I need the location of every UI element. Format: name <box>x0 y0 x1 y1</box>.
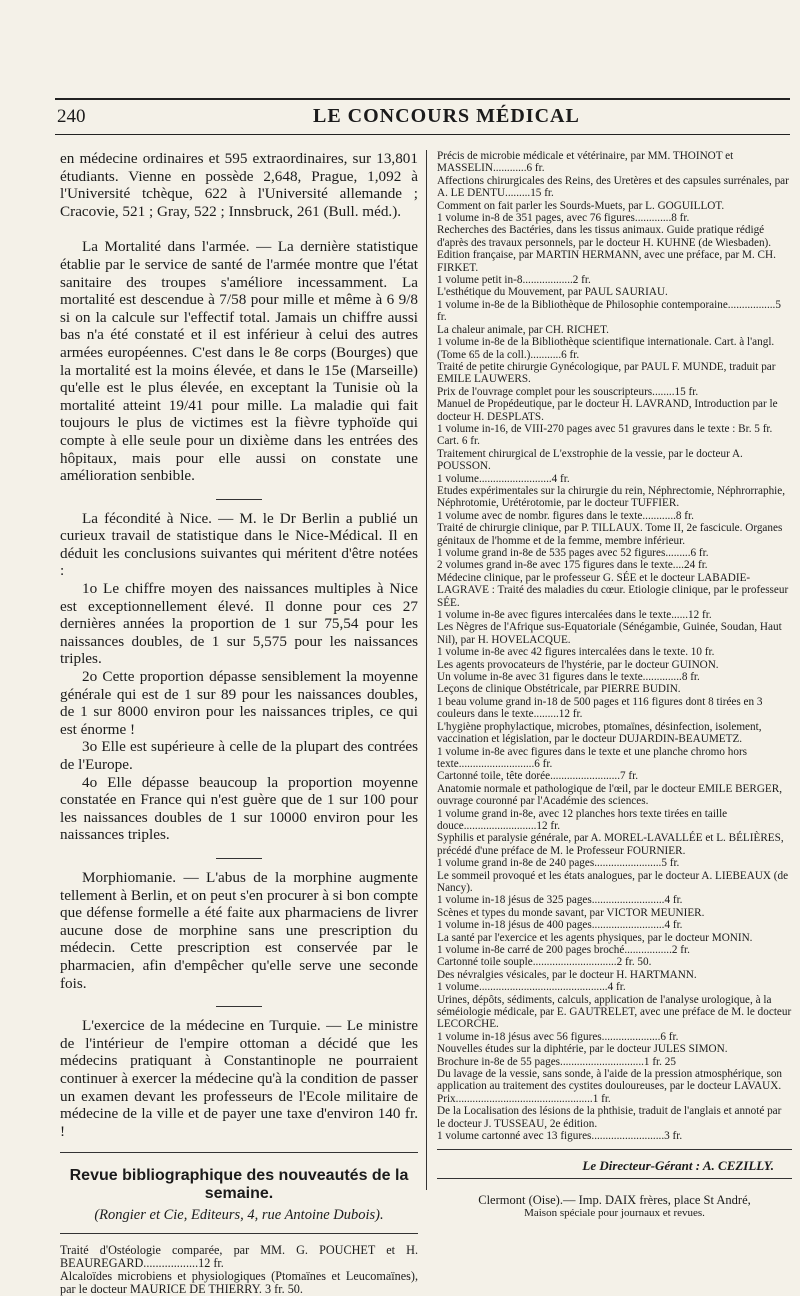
list-item: Des névralgies vésicales, par le docteur H. HARTMANN. <box>437 968 697 981</box>
list-item: Prix.................................................1 fr. <box>437 1092 611 1105</box>
list-item: Un volume in-8e avec 31 figures dans le texte..............8 fr. <box>437 671 700 684</box>
list-item: Le sommeil provoqué et les états analogues, par le docteur A. LIEBEAUX (de Nancy). <box>437 869 789 894</box>
list-item: 1 volume in-8e de la Bibliothèque de Philosophie contemporaine.................5 fr. <box>437 298 781 324</box>
article-paragraph: 1o Le chiffre moyen des naissances multiples à Nice est exceptionnellement élevé. Il donne pour ces 27 dernières années la proportion de 1 sur 75,54 pour les naissances doubles, de 1 sur 5,575 pour les naissances triples. <box>60 580 418 668</box>
article-turquie: L'exercice de la médecine en Turquie. — Le ministre de l'intérieur de l'empire ottoman a décidé que les médecins pratiquant à Constantinople ne pourraient continuer à exercer la médecine qu'à la condition de passer un examen devant les professeurs de l'Ecole militaire de médecine de la ville et de payer une taxe d'environ 140 fr. ! <box>60 1017 418 1140</box>
list-item: Brochure in-8e de 55 pages..............................1 fr. 25 <box>437 1055 676 1068</box>
list-item: 1 volume in-16, de VIII-270 pages avec 51 gravures dans le texte : Br. 5 fr. Cart. 6 fr. <box>437 422 773 448</box>
list-item: De la Localisation des lésions de la phthisie, traduit de l'anglais et annoté par le docteur J. TUSSEAU, 2e édition. <box>437 1105 782 1130</box>
article-paragraph: 3o Elle est supérieure à celle de la plupart des contrées de l'Europe. <box>60 738 418 773</box>
list-item: 1 volume petit in-8..................2 fr. <box>437 274 591 287</box>
divider <box>60 1152 418 1153</box>
divider <box>216 1006 262 1007</box>
list-item: 1 volume in-8e avec figures dans le texte et une planche chromo hors texte...........................6 fr. <box>437 745 748 770</box>
list-item: Comment on fait parler les Sourds-Muets, par L. GOGUILLOT. <box>437 199 725 212</box>
list-item: Nouvelles études sur la diphtérie, par le docteur JULES SIMON. <box>437 1043 728 1056</box>
bibliography-list <box>60 1244 418 1296</box>
list-item: Manuel de Propédeutique, par le docteur H. LAVRAND, Introduction par le docteur H. DESPLATS. <box>437 398 778 423</box>
list-item: 1 volume in-8e de la Bibliothèque scientifique internationale. Cart. à l'angl. (Tome 65 de la coll.)...........6 fr. <box>437 336 775 361</box>
list-item: Traité de petite chirurgie Gynécologique, par PAUL F. MUNDE, traduit par EMILE LAUWERS. <box>437 360 776 386</box>
list-item: 1 volume grand in-8e, avec 12 planches hors texte tirées en taille douce..........................12 fr. <box>437 807 728 832</box>
revue-title: Revue bibliographique des nouveautés de la semaine. <box>69 1167 409 1203</box>
article-paragraph: 2o Cette proportion dépasse sensiblement la moyenne générale qui est de 1 sur 89 pour les naissances doubles, de 1 sur 8000 environ pour les naissances triples, ce qui est énorme ! <box>60 668 418 738</box>
page-number: 240 <box>57 106 86 127</box>
list-item: Syphilis et paralysie générale, par A. MOREL-LAVALLÉE et L. BÉLIÈRES, précédé d'une préface de M. le Professeur FOURNIER. <box>437 832 784 857</box>
list-item: Alcaloïdes microbiens et physiologiques (Ptomaïnes et Leucomaïnes), par le docteur MAURICE DE THIERRY. 3 fr. 50. <box>60 1268 418 1296</box>
list-item: Traité de chirurgie clinique, par P. TILLAUX. Tome II, 2e fascicule. Organes génitaux de l'homme et de la femme, membre inférieur. <box>437 522 783 547</box>
list-item: Urines, dépôts, sédiments, calculs, application de l'analyse urologique, à la séméiologie médicale, par E. GAUTRELET, avec une préface de M. le docteur LECORCHE. <box>437 993 792 1031</box>
list-item: 1 volume in-18 jésus de 400 pages..........................4 fr. <box>437 919 683 932</box>
list-item: 1 volume..............................................4 fr. <box>437 981 626 994</box>
list-item: Du lavage de la vessie, sans sonde, à l'aide de la pression atmosphérique, son application au traitement des cystites douloureuses, par le docteur LAVAUX. <box>437 1068 783 1093</box>
list-item: Prix de l'ouvrage complet pour les souscripteurs........15 fr. <box>437 385 699 398</box>
list-item: Cartonné toile, tête dorée.........................7 fr. <box>437 770 639 783</box>
article-morphiomanie: Morphiomanie. — L'abus de la morphine augmente tellement à Berlin, et on peut s'en procurer à si bon compte que défense formelle a été faite aux pharmaciens de livrer aucune dose de morphine sans une prescription du médecin. Cette prescription est conservée par le pharmacien, afin d'empêcher qu'elle serve une seconde fois. <box>60 868 418 992</box>
list-item: Scènes et types du monde savant, par VICTOR MEUNIER. <box>437 906 705 919</box>
list-item: Leçons de clinique Obstétricale, par PIERRE BUDIN. <box>437 683 681 696</box>
list-item: L'hygiène prophylactique, microbes, ptomaïnes, désinfection, isolement, vaccination et législation, par le docteur DUJARDIN-BEAUMETZ. <box>437 720 762 746</box>
list-item: 1 volume in-8e carré de 200 pages broché.................2 fr. <box>437 944 690 956</box>
list-item: La chaleur animale, par CH. RICHET. <box>437 323 609 336</box>
article-paragraph: en médecine ordinaires et 595 extraordinaires, sur 13,801 étudiants. Vienne en possède 2,648, Prague, 1,092 à l'Université tchèque, 622 à l'Université allemande ; Cracovie, 521 ; Gray, 522 ; Innsbruck, 261 (Bull. méd.). <box>60 150 418 220</box>
list-item: Etudes expérimentales sur la chirurgie du rein, Néphrectomie, Néphrorraphie, Néphrotomie, Urétérotomie, par le docteur TUFFIER. <box>437 484 786 510</box>
list-item: 2 volumes grand in-8e avec 175 figures dans le texte....24 fr. <box>437 559 708 572</box>
list-item: 1 volume in-8 de 351 pages, avec 76 figures.............8 fr. <box>437 212 690 225</box>
list-item: Affections chirurgicales des Reins, des Uretères et des capsules surrénales, par A. LE DENTU.........15 fr. <box>437 174 789 200</box>
divider <box>216 499 262 500</box>
right-column <box>437 150 792 1219</box>
bibliography-list <box>437 150 792 1143</box>
page-header <box>55 98 790 135</box>
list-item: Précis de microbie médicale et vétérinaire, par MM. THOINOT et MASSELIN............6 fr. <box>437 150 734 175</box>
list-item: Les agents provocateurs de l'hystérie, par le docteur GUINON. <box>437 658 719 671</box>
list-item: La santé par l'exercice et les agents physiques, par le docteur MONIN. <box>437 931 753 944</box>
divider <box>437 1178 792 1179</box>
list-item: 1 volume cartonné avec 13 figures..........................3 fr. <box>437 1130 683 1143</box>
article-mortalite: La Mortalité dans l'armée. — La dernière statistique établie par le service de santé de l'armée montre que l'état sanitaire des troupes s'améliore incessamment. La mortalité est descendue à 7/58 pour mille et même à 6 9/8 si on la calcule sur l'effectif total. Jamais un chiffre aussi bas n'a été constaté et il est inférieur à celui des autres armées européennes. C'est dans le 8e corps (Bourges) que la mortalité est la moins élevée, et dans le 15e (Marseille) qu'elle est le plus élevée, en exceptant la Tunisie où la mortalité atteint 19/41 pour mille. La maladie qui fait toujours le plus de victimes est la fièvre typhoïde qui compte à elle seule pour un dixième dans les entrées des hôpitaux, mais pour elle aussi on constate une amélioration senbible. <box>60 238 418 485</box>
column-divider <box>426 150 427 1190</box>
list-item: Recherches des Bactéries, dans les tissus animaux. Guide pratique rédigé d'après des travaux personnels, par le docteur H. KUHNE (de Wiesbaden). Edition française, par MARTIN HERMANN, avec une préface, par M. CH. FIRKET. <box>437 224 776 274</box>
list-item: L'esthétique du Mouvement, par PAUL SAURIAU. <box>437 286 668 299</box>
list-item: 1 volume in-8e avec figures intercalées dans le texte......12 fr. <box>437 609 712 622</box>
list-item: 1 beau volume grand in-18 de 500 pages et 116 figures dont 8 tirées en 3 couleurs dans le texte.........12 fr. <box>437 695 763 721</box>
list-item: 1 volume in-18 jésus de 325 pages..........................4 fr. <box>437 894 683 907</box>
article-paragraph: 4o Elle dépasse beaucoup la proportion moyenne constatée en France qui n'est guère que de 1 sur 100 pour les naissances doubles de 1 sur 10000 environ pour les naissances triples. <box>60 773 418 844</box>
list-item: Anatomie normale et pathologique de l'œil, par le docteur EMILE BERGER, ouvrage couronné par l'Académie des sciences. <box>437 782 783 808</box>
list-item: 1 volume grand in-8e de 535 pages avec 52 figures.........6 fr. <box>437 547 709 559</box>
imprint: Clermont (Oise).— Imp. DAIX frères, place St André, <box>478 1192 751 1207</box>
divider <box>437 1149 792 1150</box>
article-fecondite: La fécondité à Nice. — M. le Dr Berlin a publié un curieux travail de statistique dans le Nice-Médical. Il en déduit les conclusions suivantes qui méritent d'être notées : <box>60 509 418 580</box>
list-item: Médecine clinique, par le professeur G. SÉE et le docteur LABADIE-LAGRAVE : Traité des maladies du cœur. Etiologie clinique, par le professeur SÉE. <box>437 571 789 609</box>
list-item: Les Nègres de l'Afrique sus-Equatoriale (Sénégambie, Guinée, Soudan, Haut Nil), par H. HOVELACQUE. <box>437 621 782 646</box>
list-item: 1 volume grand in-8e de 240 pages........................5 fr. <box>437 857 680 870</box>
list-item: 1 volume avec de nombr. figures dans le texte............8 fr. <box>437 509 694 522</box>
imprint-subline: Maison spéciale pour journaux et revues. <box>524 1206 705 1219</box>
list-item: 1 volume..........................4 fr. <box>437 472 570 485</box>
signature: Le Directeur-Gérant : A. CEZILLY. <box>582 1157 774 1173</box>
list-item: 1 volume in-8e avec 42 figures intercalées dans le texte. 10 fr. <box>437 646 715 659</box>
list-item: Cartonné toile souple..............................2 fr. 50. <box>437 956 652 969</box>
list-item: 1 volume in-18 jésus avec 56 figures.....................6 fr. <box>437 1030 679 1043</box>
left-column <box>60 150 418 1296</box>
journal-title: LE CONCOURS MÉDICAL <box>313 105 580 127</box>
revue-subtitle: (Rongier et Cie, Editeurs, 4, rue Antoine Dubois). <box>94 1207 384 1224</box>
list-item: Traité d'Ostéologie comparée, par MM. G. POUCHET et H. BEAUREGARD..................12 fr. <box>60 1242 418 1270</box>
list-item: Traitement chirurgical de L'exstrophie de la vessie, par le docteur A. POUSSON. <box>437 447 743 473</box>
divider <box>60 1233 418 1234</box>
divider <box>216 858 262 859</box>
